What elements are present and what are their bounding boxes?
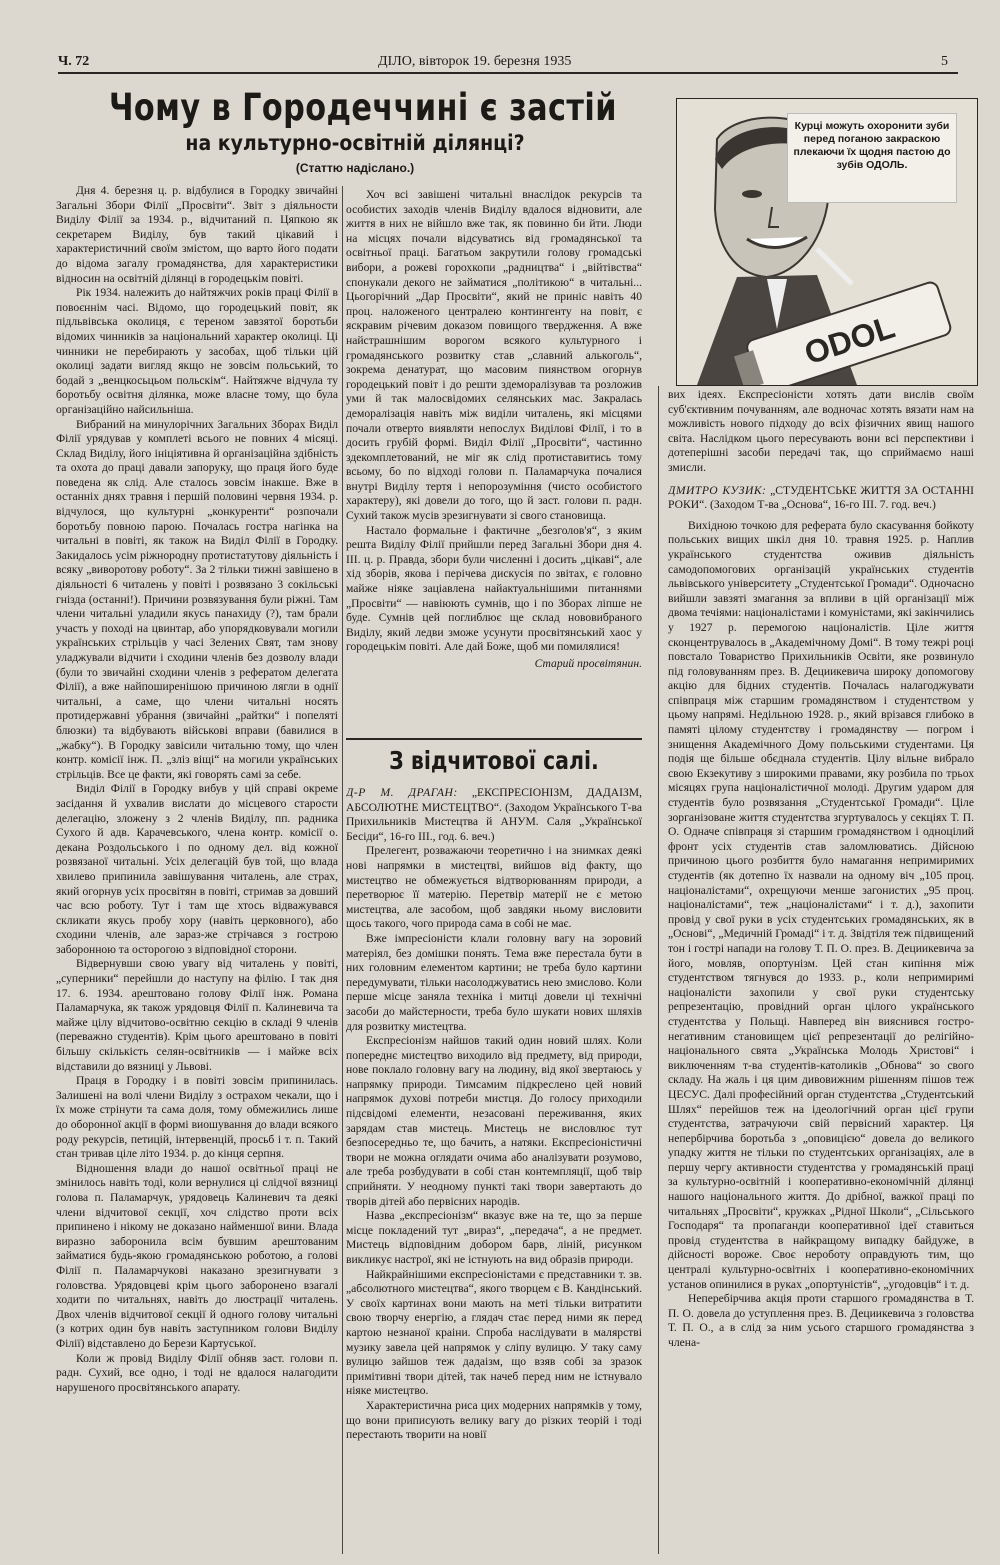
issue-number: Ч. 72 [58, 54, 90, 69]
paragraph: Найкрайнішими експресіоністами є представники т. зв. „абсолютного мистецтва“, якого творцем є В. Кандінський. У своїх картинах вони мають на меті тільки витратити свою творчу енергію, а глядач стає перед ними як перед картою незнаної краіни. Спроба наслідувати в малярстві музику завела цей напрямок у сліпу вулицю. У таку саму вулицю зайшов теж дадаізм, що взяв собі за зразок примітивні твори дітей, так начеб перед ним не істнувало ніяке мистецтво. [346, 1267, 642, 1398]
article-column-2 [346, 188, 642, 708]
lecture-header [668, 484, 974, 513]
paragraph: Дня 4. березня ц. р. відбулися в Городку звичайні Загальні Збори Філії „Просвіти“. Звіт з діяльности Виділу Філії за 1934. р., відчитаний п. Цяпкою як секретарем Виділу, був такий цікавий і характеристичний своїм змістом, що варто його подати до відома загалу громадянства, для характеристики відносин на освітній ділянці в городецькім повіті. [56, 184, 338, 285]
lecture-details: (Заходом Українського Т-ва Прихильників Мистецтва й АНУМ. Саля „Української Бесіди“, 16-го III., год. 6. веч.) [346, 800, 642, 843]
odol-brand: ODOL [800, 308, 900, 372]
lecture-speaker: Д-Р М. ДРАГАН: [346, 786, 458, 799]
paragraph: Настало формальне і фактичне „безголов'я“, з яким решта Виділу Філії прийшли перед Загальні Збори дня 4. III. ц. р. Правда, збори були численні і досить „цікаві“, але хід зборів, якова і перічева дискусія по звітах, є головно майже ніяке заціавлена найактуальнішими питаннями „Просвіти“ — навіюють сумнів, що і по Зборах ліпше не буде. Сумнів цей поглиблює ще склад нововибраного Виділу, який ледви зможе усунути просвітянський хаос у городецькім повіті. Але дай Боже, щоб ми помилялися! [346, 523, 642, 654]
paragraph: Неперебірчива акція проти старшого громадянства в Т. П. О. довела до уступлення през. В. Дециикевича з головства Т. П. О., а в слід за ним усього старшого громадянства з члена- [668, 1292, 974, 1349]
section-heading [346, 738, 642, 775]
section-rule [346, 738, 642, 740]
article-heading [55, 82, 655, 179]
section-title: З відчитової салі. [389, 746, 599, 775]
article-column-1 [56, 184, 338, 1550]
paragraph: Вибраний на минулорічних Загальних Зборах Виділ Філії урядував у комплеті всього не повних 4 місяці. Склад Виділу, його ініціятивна й організаційна здібність та охота до праці давали запоруку, що праця його буде поведена як слід. Але сталось зовсім інакше. Вже в останніх днях травня і першій половині червня 1934. р. відчулося, що культурні „конкуренти“ розпочали боротьбу повною парою. Почалась гостра нагінка на читальні в повіті, як також на Виділ Філії в Городку. Закидалось усім ріжнородну протистатутову діяльність і всяку „виворотову роботу“. За 2 тільки тижні завішено в діяльності 6 читалень у повіті і розвязано 3 сокільські гнізда (останні!). Причини розвязування були ріжні. Там члени читальні уладили якусь панахиду (?), там брали участь у поході на цвинтар, або упорядковували могили українських стрільців у часі Зелених Свят, там знову уладжували відчити і сходини членів без дозволу влади (були то звичайні сходини членів з рефератом делегата Філії), а вже найпоширенішою причиною лягли в однії читальні, а саме, що члени читальні носять протидержавні убрання (звичайні „райтки“ і попеляті блюзки) та відбувають військові вправи (бавилися в „жабку“). В Городку завісили читальню тому, що член контр. комісії інж. П. „зліз віщі“ на могили українських стрільців. Все це факти, які говорять самі за себе. [56, 417, 338, 781]
lecture-details: (Заходом Т-ва „Основа“, 16-го III. 7. год. веч.) [710, 498, 936, 512]
newspaper-dateline: ДІЛО, вівторок 19. березня 1935 [378, 54, 572, 69]
paragraph: Назва „експресіонізм“ вказує вже на те, що за перше місце покладений тут „вираз“, „передача“, а не предмет. Мистець відповідним добором барв, ліній, рисунком викликує настрої, які не істнують на вид образів природи. [346, 1209, 642, 1266]
lecture-speaker: ДМИТРО КУЗИК: [668, 483, 767, 497]
paragraph: Коли ж провід Виділу Філії обняв заст. голови п. радн. Сухий, все одно, і тоді не вдалося налагодити нарушеного просвітянського апарату. [56, 1351, 338, 1394]
article-column-3 [668, 388, 974, 1552]
article-subtitle: на культурно-освітній ділянці? [185, 131, 525, 155]
article-note: (Статтю надіслано.) [295, 161, 415, 175]
paragraph: Відношення влади до нашої освітньої праці не змінилось навіть тоді, коли вернулися ці слідчої вязниці голова п. Паламарчук, урядовець Калиневич та деякі члени відчитової секції, хоч слідство проти всіх припинено і нікому не доказано найменшої вини. Влада виразно заборонила всім бувшим арештованим займатися будь-якою громадянською роботою, а голові Філії п. Паламарчукові наказано зрезигнувати з головства. Урядовцеві крім цього заборонено взагалі ходити по читальнях, навіть до люстрації читалень. Двох членів відчитової секції й одного голову читальні (з котрих один був навіть заступником голови Виділу Філії) відставлено до Берези Картуської. [56, 1161, 338, 1350]
article-signature: Старий просвітянин. [534, 657, 642, 670]
article-title: Чому в Городеччині є застій [109, 86, 617, 129]
column-divider [342, 186, 343, 1554]
header-rule [58, 72, 958, 74]
paragraph: вих ідеях. Експресіоністи хотять дати вислів своїм суб'єктивним почуванням, але водночас хотять вязати нам на можливість нового підходу до всіх фізичних явищ нашого світа. Наслідком цього пересувають вони всі перспективи і дотеперішні засоби передачі так, що сприймаємо наші змисли. [668, 388, 974, 474]
paragraph: Рік 1934. належить до найтяжчих років праці Філії в повоєннім часі. Відомо, що городецький повіт, як підльвівська околиця, є тереном завзятої боротьби відомих чинників за національний характер околиці. Ці чинники не перебирають у засобах, щоб тільки цій околиці задати вигляд якщо не зовсім польський, то бодай з „венцкосьцьом польскім“. Найтяжче відчула ту боротьбу освітня ділянка, може власне тому, що була організаційно найсильніша. [56, 286, 338, 416]
paragraph: Вихідною точкою для реферата було скасування бойкоту польських вищих шкіл дня 10. травня 1925. р. Наплив українського студентства оживив діяльність самодопомогових організацій українських студентів львівського університету „Студентської Громади“. Одночасно вийшли завзяті змагання за впливи в цій організації між двома течіями: націоналістами і комуністами, які закінчились у 1927 р. перемогою націоналістів. Ціле життя сконцентрувалось в „Академічному Домі“. В тому тежрі році повстало Товариство Прихильників Освіти, яке розвинуло під головуванням през. В. Дециикевича широку допомогову акцію для бідних студентів. Почалась налагоджувати співпраця між старшим громадянством і студентством у цьому напрямі. Недільною 1928. р., який врізався глибоко в памяті цілому студентству і громадянству — погром і знищення Академічного Дому польськими студентами. Ця подія ще більше обєднала студентів. Цілу вільне вибрало свою Екзекутиву з широкими правами, яку розбила по трьох місяцях група націоналістичної молоді. Другим ударом для студентів було розвязання „Студентської Громади“. Ціле зорганізоване життя студентства згуртувалось у секціях Т. П. О. Одначе співпраця зі старшим громадянством і одноцілий фронт усіх студентів став заломлюватись. Дійсною причиною цього розбиття було намагання непримиримих студентів (як дотепно їх назвали на одному віч „105 проц. націоналістами“, охрещуючи менше загонистих „95 проц. націоналістами“, теж „націоналістами“ і т. д.), захопити провід у свої руки в усіх студентських громадянських, як в „Основі“, „Медичній Громаді“ і т. д. Звідтіля теж підвищений тон і гострі напади на голову Т. П. О. през. В. Дециикевича за його, мовляв, опортунізм. Цей стан кипіння між студентством тягнувся до 1933. р., коли непримиримі націоналісти захопили у свої руки студентську репрезентацію, провідний орган цілого українського студентства у Польщі. Навперед він вияснився гостро-негативним становищем цієї репрезентації до релігійно-національного свята „Українська Молодь Христові“ і виключенням т-ва студентів-католиків „Обнова“ зо свого складу. На жаль і ця цим дивовижним рішенням пішов теж ЦЕСУС. Далі професійний орган студентства „Студентський Шлях“ перейшов теж на ідеологічний орган цієї групи студентства, затрачуючи свій первісний характер. Ця непербірчива боротьба з „оповицією“ довела до великого упадку життя не тільки по студентських організаціях, але в першу чергу активности студентства у громадянській праці за культурно-освітній і кооперативно-економічній ділянці нашого національного життя. До дрібної, важкої праці по читальнях „Просвіти“, кружках „Рідної Школи“, „Сільського Господаря“ та пропаганди кооперативної ідеї ставиться провід студентства в найкращому випадку байдуже, в дійсності вороже. Своє нероботу оправдують тим, що централі культурно-освітніх і кооперативно-економічних установ опинилися в руках „опортуністів“, „угодовців“ і т. д. [668, 518, 974, 1291]
lecture-header [346, 786, 642, 844]
paragraph: Хоч всі завішені читальні внаслідок рекурсів та особистих заходів членів Виділу вдалося відновити, але життя в них не війшло вже так, як повинно би йти. Люди на місцях почали відсуватись від громадянської та освітньої праці. Багатьом закрутили голову громадські вибори, а рожеві горохкопи „радництва“ і „війтівства“ спонукали декого не займатися „політикою“ в читальні... Цьогорічний „Дар Просвіти“, який не приніс навіть 40 проц. наложеного централею контингенту на повіт, є яскравим річевим доказом повищого твердження. А вже найстрашнішим ворогом всякого культурного і громадянського розвитку став „славний алькоголь“, зокрема денатурат, що масовим пиянством огорнув городецький повіт і до решти здеморалізував та розложив уми й так малосвідомих селянських мас. Закралась деморалізація навіть між виділи читалень, які місцями почали отверто виявляти непослух Виділові Філії, і то в досить грубій формі. Виділ Філії „Просвіти“, частинно здекомплетований, не міг як слід протиставитись тому всьому, бо по відході голови п. Паламарчука почалися внутрі Виділу тертя і непорозуміння (чисто особистого характеру), які довели до того, що й заст. голови п. радн. Сухий також мусів зрезигнувати зі свого становища. [346, 188, 642, 523]
paragraph: Експресіонізм найшов такий один новий шлях. Коли попереднє мистецтво виходило від предмету, від природи, нове поклало головну вагу на людину, від якої звертаюсь у напрямку природи. Тимсамим підкреслено цей новий напрямок духові потреби мистця. До голосу приходили підсвідомі елементи, незасовані переживання, яких зарядам став мистець. Мистець не висловлює тут безпосередньо те, що бачить, а натяки. Експресіоністичні твори не можна оглядати очима або аналізувати розумово, але треба розбудувати в собі стан контемпляції, щоб твір сприйняти. У неодному пункті такі твори завертають до творів дітей або первісних народів. [346, 1034, 642, 1208]
paragraph: Характеристична риса цих модерних напрямків у тому, що вони приписують велику вагу до різких теорій і тоді перестають творити на новії [346, 1398, 642, 1442]
page-number: 5 [941, 54, 948, 69]
lecture-topic: „СТУДЕНТСЬКЕ ЖИТТЯ ЗА ОСТАННІ РОКИ“. [668, 483, 974, 512]
paragraph: Прелегент, розважаючи теоретично і на знимках деякі нові напрямки в мистецтві, вийшов від факту, що мистецтво не обмежується відтворюванням природи, а перетворює її матерію. Перетвір матерії не є метою мистецтва, але засобом, щоб завдяки ньому висловити щось такого, чого природа сама в собі не має. [346, 844, 642, 931]
column-divider [658, 386, 659, 1554]
paragraph: Праця в Городку і в повіті зовсім припинилась. Залишені на волі члени Виділу з острахом чекали, що і їх може стрінути та сама доля, тому обмежились лише до оборонної акції в формі виошування до влади всякого роду рекурсів, петицій, інтервенцій, просьб і т. п. Такий стан тривав ціле літо 1934. р. до кінця серпня. [56, 1074, 338, 1161]
paragraph: Виділ Філії в Городку вибув у цій справі окреме засідання й ухвалив вислати до місцевого старости делегацію, зложену з 2 членів Виділу, пп. радника Сухого й адв. Карачевського, члена контр. комісії о. декана Роздольського і по одному дел. від кожної розвязаної читальні. Усіх делегацій був той, що влада хвилево припинила завішування читалень, але страх, який огорнув усіх просвітян в повіті, стримав за довший час всю роботу. Тут і там ще хтось відважувався скликати якусь пробу хору (навіть церковного), або сходини членів, але зараз-же стрічався з гострою заборонною та осторогою з відповідної сторони. [56, 782, 338, 956]
advertisement-text: Курці можуть охоронити зуби перед поганою закраскою плекаючи їх щодня пастою до зубів ОДОЛЬ. [787, 113, 957, 203]
lecture-column [346, 786, 642, 1552]
odol-advertisement [676, 98, 978, 386]
lecture-topic: „ЕКСПРЕСІОНІЗМ, ДАДАІЗМ, АБСОЛЮТНЕ МИСТЕЦТВО“. [346, 786, 642, 814]
paragraph: Відвернувши свою увагу від читалень у повіті, „суперники“ перейшли до наступу на філію. І так дня 17. 6. 1934. арештовано голову Філії інж. Романа Паламарчука, як також урядовця Філії п. Калиневича та майже цілу відчитово-освітню секцію в складі 9 членів (переважно студентів). Крім цього арештовано в повіті більшу скількість селян-освітників — і майже всіх відставили до вязниці у Львові. [56, 957, 338, 1073]
paragraph: Вже імпресіоністи клали головну вагу на зоровий матеріял, без домішки понять. Тема вже перестала бути в них головним елементом картини; не треба було картини передумувати, тільки насолоджуватись нею змислово. Коли перше місце заняла техніка і митці довели ці технічні засоби до майстерности, треба було шукати нових шляхів для розвитку мистецтва. [346, 931, 642, 1033]
